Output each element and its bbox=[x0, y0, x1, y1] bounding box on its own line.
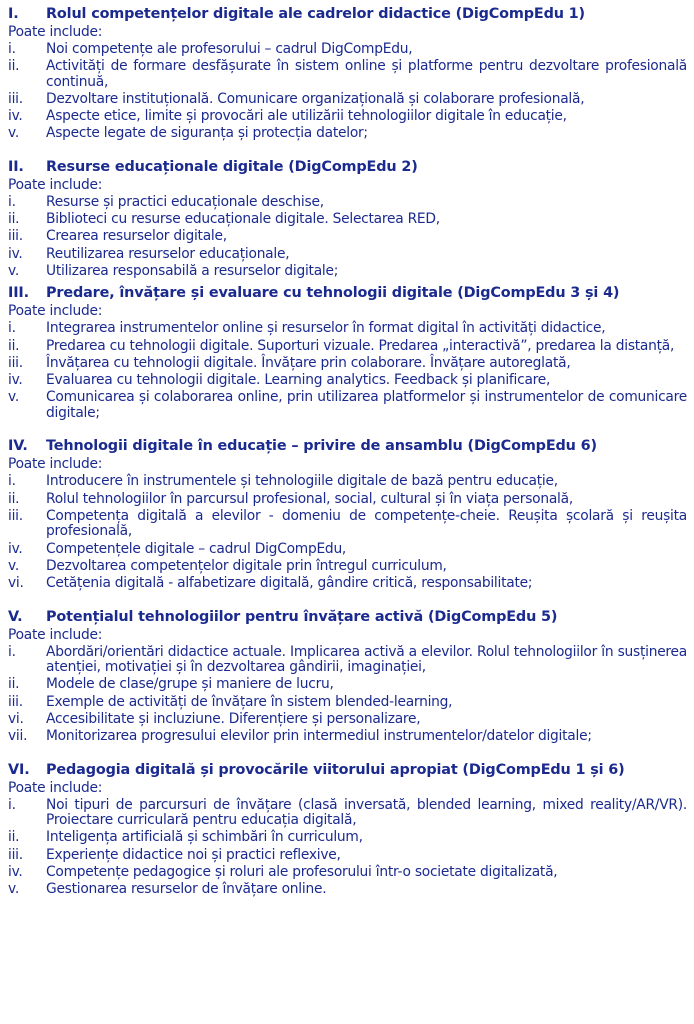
list-item bbox=[8, 848, 687, 864]
section-intro: Poate include: bbox=[8, 24, 103, 40]
section-number: VI. bbox=[8, 761, 30, 778]
list-item bbox=[8, 645, 687, 676]
item-text: Accesibilitate și incluziune. Diferențiere și personalizare, bbox=[46, 710, 421, 727]
item-marker: iii. bbox=[8, 693, 23, 710]
section-heading bbox=[8, 607, 687, 627]
section-heading bbox=[8, 4, 687, 24]
item-marker: v. bbox=[8, 557, 19, 574]
list-item bbox=[8, 126, 687, 142]
item-marker: i. bbox=[8, 320, 16, 337]
list-item bbox=[8, 677, 687, 693]
list-item bbox=[8, 321, 687, 337]
item-marker: v. bbox=[8, 125, 19, 142]
list-item bbox=[8, 212, 687, 228]
item-marker: ii. bbox=[8, 211, 20, 228]
list-item bbox=[8, 247, 687, 263]
item-text: Dezvoltarea competențelor digitale prin întregul curriculum, bbox=[46, 557, 447, 574]
item-marker: iv. bbox=[8, 863, 23, 880]
item-text: Competențele digitale – cadrul DigCompEdu, bbox=[46, 540, 347, 557]
item-text: Noi tipuri de parcursuri de învățare (clasă inversată, blended learning, mixed reality/AR/VR). Proiectare curriculară pentru educația digitală, bbox=[46, 796, 687, 829]
section-title: Rolul competențelor digitale ale cadrelor didactice (DigCompEdu 1) bbox=[46, 6, 585, 22]
item-text: Monitorizarea progresului elevilor prin intermediul instrumentelor/datelor digitale; bbox=[46, 728, 592, 745]
section-5 bbox=[8, 607, 687, 745]
section-number: II. bbox=[8, 158, 24, 175]
item-text: Aspecte legate de siguranța și protecția datelor; bbox=[46, 125, 368, 142]
list-item bbox=[8, 339, 687, 355]
item-text: Cetățenia digitală - alfabetizare digitală, gândire critică, responsabilitate; bbox=[46, 575, 533, 592]
item-marker: iv. bbox=[8, 245, 23, 262]
section-intro: Poate include: bbox=[8, 626, 103, 643]
item-text: Competențe pedagogice și roluri ale profesorului într-o societate digitalizată, bbox=[46, 863, 558, 880]
list-item bbox=[8, 59, 687, 90]
item-marker: vii. bbox=[8, 728, 28, 745]
section-intro: Poate include: bbox=[8, 303, 103, 320]
list-item bbox=[8, 712, 687, 728]
section-number: IV. bbox=[8, 438, 28, 455]
item-text: Predarea cu tehnologii digitale. Suporturi vizuale. Predarea „interactivă”, predarea la distanță, bbox=[46, 337, 675, 354]
item-text: Biblioteci cu resurse educaționale digitale. Selectarea RED, bbox=[46, 211, 440, 228]
item-text: Noi competențe ale profesorului – cadrul DigCompEdu, bbox=[46, 40, 413, 57]
list-item bbox=[8, 492, 687, 508]
item-marker: i. bbox=[8, 40, 16, 57]
section-title: Resurse educaționale digitale (DigCompEdu 2) bbox=[46, 158, 418, 175]
list-item bbox=[8, 264, 687, 280]
item-marker: iv. bbox=[8, 372, 23, 389]
item-marker: iii. bbox=[8, 228, 23, 245]
list-item bbox=[8, 542, 687, 558]
item-text: Reutilizarea resurselor educaționale, bbox=[46, 245, 290, 262]
item-text: Introducere în instrumentele și tehnologiile digitale de bază pentru educație, bbox=[46, 473, 558, 490]
item-text: Competența digitală a elevilor - domeniu de competențe-cheie. Reușita școlară și reușita profesională, bbox=[46, 507, 687, 540]
item-text: Experiențe didactice noi și practici reflexive, bbox=[46, 846, 341, 863]
list-item bbox=[8, 195, 687, 211]
list-item bbox=[8, 109, 687, 125]
section-3 bbox=[8, 283, 687, 421]
item-text: Evaluarea cu tehnologii digitale. Learning analytics. Feedback și planificare, bbox=[46, 372, 551, 389]
list-item bbox=[8, 798, 687, 829]
section-intro: Poate include: bbox=[8, 456, 103, 473]
section-2 bbox=[8, 157, 687, 279]
section-heading bbox=[8, 436, 687, 456]
item-text: Învățarea cu tehnologii digitale. Învățare prin colaborare. Învățare autoreglată, bbox=[46, 354, 571, 371]
section-number: III. bbox=[8, 285, 29, 302]
item-text: Crearea resurselor digitale, bbox=[46, 228, 227, 245]
item-marker: ii. bbox=[8, 829, 20, 846]
list-item bbox=[8, 92, 687, 108]
item-text: Utilizarea responsabilă a resurselor digitale; bbox=[46, 262, 339, 279]
list-item bbox=[8, 882, 687, 898]
item-marker: v. bbox=[8, 389, 19, 406]
section-title: Potențialul tehnologiilor pentru învățare activă (DigCompEdu 5) bbox=[46, 608, 558, 625]
item-list bbox=[8, 645, 687, 745]
section-1 bbox=[8, 4, 687, 142]
section-heading bbox=[8, 760, 687, 780]
item-marker: i. bbox=[8, 643, 16, 660]
list-item bbox=[8, 865, 687, 881]
item-text: Exemple de activități de învățare în sistem blended-learning, bbox=[46, 693, 453, 710]
section-heading bbox=[8, 157, 687, 177]
item-marker: iv. bbox=[8, 540, 23, 557]
section-4 bbox=[8, 436, 687, 591]
item-marker: vi. bbox=[8, 710, 24, 727]
item-text: Integrarea instrumentelor online și resurselor în format digital în activități didactice, bbox=[46, 320, 606, 337]
section-title: Predare, învățare și evaluare cu tehnologii digitale (DigCompEdu 3 și 4) bbox=[46, 285, 620, 302]
item-text: Inteligența artificială și schimbări în curriculum, bbox=[46, 829, 363, 846]
list-item bbox=[8, 695, 687, 711]
section-title: Pedagogia digitală și provocările viitorului apropiat (DigCompEdu 1 și 6) bbox=[46, 761, 625, 778]
item-marker: ii. bbox=[8, 676, 20, 693]
section-heading bbox=[8, 283, 687, 303]
item-marker: iii. bbox=[8, 846, 23, 863]
list-item bbox=[8, 356, 687, 372]
section-title: Tehnologii digitale în educație – privire de ansamblu (DigCompEdu 6) bbox=[46, 438, 597, 455]
section-number: V. bbox=[8, 608, 23, 625]
section-6 bbox=[8, 760, 687, 898]
item-list bbox=[8, 42, 687, 142]
item-list bbox=[8, 474, 687, 591]
section-number: I. bbox=[8, 6, 19, 22]
item-marker: i. bbox=[8, 473, 16, 490]
item-list bbox=[8, 321, 687, 421]
item-marker: iii. bbox=[8, 354, 23, 371]
list-item bbox=[8, 509, 687, 540]
list-item bbox=[8, 229, 687, 245]
item-marker: v. bbox=[8, 881, 19, 898]
list-item bbox=[8, 373, 687, 389]
item-text: Dezvoltare instituțională. Comunicare organizațională și colaborare profesională, bbox=[46, 90, 585, 107]
item-text: Activități de formare desfășurate în sistem online și platforme pentru dezvoltare profesională continuă, bbox=[46, 58, 687, 90]
item-text: Comunicarea și colaborarea online, prin utilizarea platformelor și instrumentelor de comunicare digitale; bbox=[46, 389, 687, 421]
item-marker: ii. bbox=[8, 490, 20, 507]
item-marker: i. bbox=[8, 796, 16, 813]
item-marker: ii. bbox=[8, 58, 20, 75]
item-text: Resurse și practici educaționale deschise, bbox=[46, 193, 324, 210]
item-list bbox=[8, 195, 687, 280]
item-text: Rolul tehnologiilor în parcursul profesional, social, cultural și în viața personală, bbox=[46, 490, 573, 507]
list-item bbox=[8, 474, 687, 490]
item-marker: iii. bbox=[8, 507, 23, 524]
item-marker: v. bbox=[8, 262, 19, 279]
list-item bbox=[8, 390, 687, 421]
section-intro: Poate include: bbox=[8, 176, 103, 193]
list-item bbox=[8, 576, 687, 592]
list-item bbox=[8, 729, 687, 745]
item-marker: iii. bbox=[8, 90, 23, 107]
item-text: Modele de clase/grupe și maniere de lucru, bbox=[46, 676, 334, 693]
item-list bbox=[8, 798, 687, 898]
item-marker: i. bbox=[8, 193, 16, 210]
item-text: Aspecte etice, limite și provocări ale utilizării tehnologiilor digitale în educație, bbox=[46, 108, 567, 125]
item-text: Gestionarea resurselor de învățare online. bbox=[46, 881, 327, 898]
item-text: Abordări/orientări didactice actuale. Implicarea activă a elevilor. Rolul tehnologiilor în susținerea atenției, motivației și în dezvoltarea gândirii, imaginației, bbox=[46, 643, 687, 676]
list-item bbox=[8, 559, 687, 575]
list-item bbox=[8, 830, 687, 846]
item-marker: iv. bbox=[8, 108, 23, 125]
item-marker: vi. bbox=[8, 575, 24, 592]
item-marker: ii. bbox=[8, 337, 20, 354]
list-item bbox=[8, 42, 687, 58]
section-intro: Poate include: bbox=[8, 779, 103, 796]
